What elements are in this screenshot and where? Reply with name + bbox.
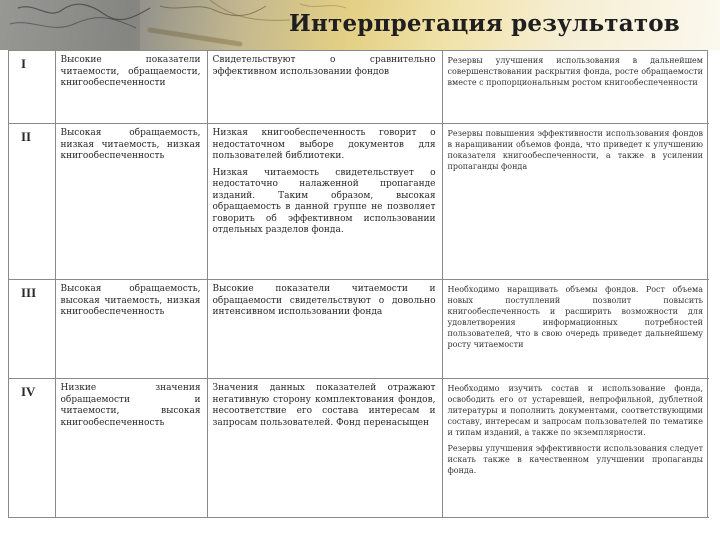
table-row	[9, 51, 709, 124]
recommendations-cell: Резервы повышения эффективности использования фондов в наращивании объемов фонда, что приведет к улучшению показателя книгообеспеченности, а также в усилении пропаганды фонда	[442, 124, 709, 280]
group-number: II	[9, 124, 55, 280]
group-number: IV	[9, 379, 55, 518]
group-number: I	[9, 51, 55, 124]
table-row	[9, 124, 709, 280]
indicators-cell: Высокая обращаемость, низкая читаемость, низкая книгообеспеченность	[55, 124, 207, 280]
header-banner	[0, 0, 720, 50]
indicators-cell: Высокие показатели читаемости, обращаемости, книгообеспеченности	[55, 51, 207, 124]
interpretation-cell: Свидетельствуют о сравнительно эффективном использовании фондов	[207, 51, 442, 124]
indicators-cell: Низкие значения обращаемости и читаемости, высокая книгообеспеченность	[55, 379, 207, 518]
recommendations-cell: Резервы улучшения использования в дальнейшем совершенствовании раскрытия фонда, росте обращаемости вместе с пропорциональным ростом книгообеспеченности	[442, 51, 709, 124]
interpretation-cell: Значения данных показателей отражают негативную сторону комплектования фондов, несоответствие его состава интересам и запросам пользователей. Фонд перенасыщен	[207, 379, 442, 518]
indicators-cell: Высокая обращаемость, высокая читаемость, низкая книгообеспеченность	[55, 280, 207, 379]
table-row	[9, 379, 709, 518]
interpretation-cell: Низкая книгообеспеченность говорит о недостаточном выборе документов для пользователей библиотеки. Низкая читаемость свидетельствует о недостаточно налаженной пропаганде изданий. Таким образом, высокая обращаемость в данной группе не позволяет говорить об эффективном использовании отдельных разделов фонда.	[207, 124, 442, 280]
interpretation-cell: Высокие показатели читаемости и обращаемости свидетельствуют о довольно интенсивном использовании фонда	[207, 280, 442, 379]
table-row	[9, 280, 709, 379]
recommendations-cell: Необходимо наращивать объемы фондов. Рост объема новых поступлений позволит повысить книгообеспеченность и расширить возможности для удовлетворения информационных потребностей пользователей, что в свою очередь приведет дальнейшему росту читаемости	[442, 280, 709, 379]
results-table	[8, 50, 708, 518]
recommendations-cell: Необходимо изучить состав и использование фонда, освободить его от устаревшей, непрофильной, дублетной литературы и пополнить документами, соответствующими составу, интересам и запросам пользователей по тематике и типам изданий, а также по экземплярности. Резервы улучшения эффективности использования следует искать также в качественном улучшении пропаганды фонда.	[442, 379, 709, 518]
page-title: Интерпретация результатов	[289, 10, 680, 37]
group-number: III	[9, 280, 55, 379]
